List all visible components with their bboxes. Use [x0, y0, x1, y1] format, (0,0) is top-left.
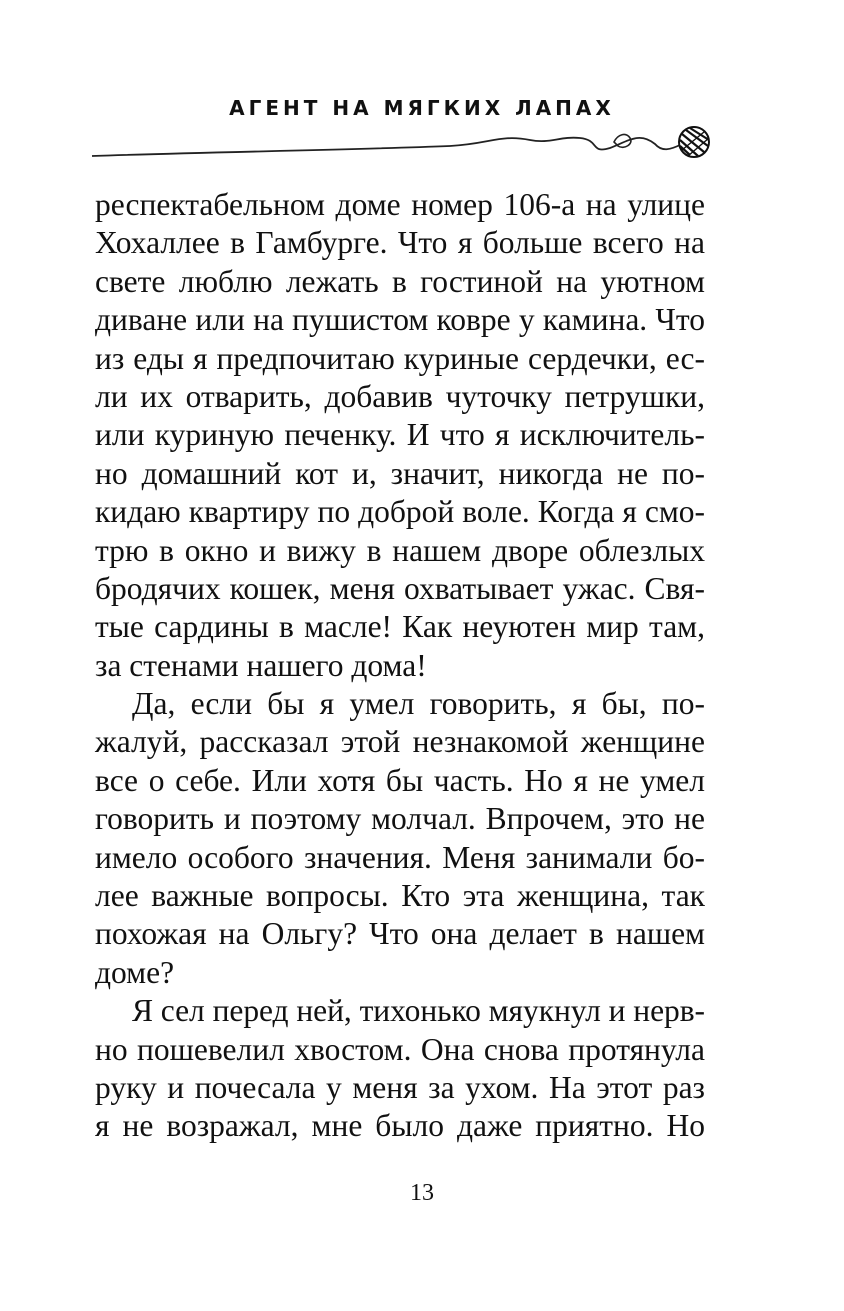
text-line: Я сел перед ней, тихонько мяукнул и нерв- [132, 993, 705, 1029]
paragraph-2 [95, 685, 705, 992]
text-line: из еды я предпочитаю куриные сердечки, ес- [95, 340, 705, 376]
page-number: 13 [410, 1180, 434, 1206]
paragraph-3 [95, 992, 705, 1146]
text-line: ли их отварить, добавив чуточку петрушки, [95, 378, 705, 414]
text-line: но пошевелил хвостом. Она снова протянула [95, 1031, 705, 1067]
text-line: имело особого значения. Меня занимали бо- [95, 839, 705, 875]
paragraph-1 [95, 186, 705, 685]
text-line: диване или на пушистом ковре у камина. Что [95, 302, 705, 338]
text-line: я не возражал, мне было даже приятно. Но [95, 1108, 705, 1144]
text-line: трю в окно и вижу в нашем дворе облезлых [95, 532, 705, 568]
text-line: говорить и поэтому молчал. Впрочем, это не [95, 801, 705, 837]
text-line: руку и почесала у меня за ухом. На этот раз [95, 1069, 705, 1105]
text-line: или куриную печенку. И что я исключитель- [95, 417, 705, 453]
yarn-thread-ornament [90, 126, 720, 170]
text-line: все о себе. Или хотя бы часть. Но я не умел [95, 762, 705, 798]
text-line: респектабельном доме номер 106-а на улице [95, 187, 705, 222]
text-line: тые сардины в масле! Как неуютен мир там, [95, 609, 705, 645]
thread-line [92, 138, 682, 156]
text-line: похожая на Ольгу? Что она делает в нашем [95, 916, 705, 952]
text-line: свете люблю лежать в гостиной на уютном [95, 263, 705, 299]
text-line: но домашний кот и, значит, никогда не по- [95, 455, 705, 491]
running-head: АГЕНТ НА МЯГКИХ ЛАПАХ [229, 96, 615, 120]
text-line: Хохаллее в Гамбурге. Что я больше всего на [95, 225, 705, 261]
text-line: доме? [95, 954, 175, 990]
text-line: за стенами нашего дома! [95, 647, 427, 683]
text-line: лее важные вопросы. Кто эта женщина, так [95, 878, 705, 914]
text-line: жалуй, рассказал этой незнакомой женщине [95, 724, 705, 760]
body-text [95, 186, 705, 1146]
text-line: Да, если бы я умел говорить, я бы, по- [132, 686, 705, 722]
text-line: бродячих кошек, меня охватывает ужас. Свя- [95, 570, 705, 606]
text-line: кидаю квартиру по доброй воле. Когда я смо- [95, 494, 705, 530]
